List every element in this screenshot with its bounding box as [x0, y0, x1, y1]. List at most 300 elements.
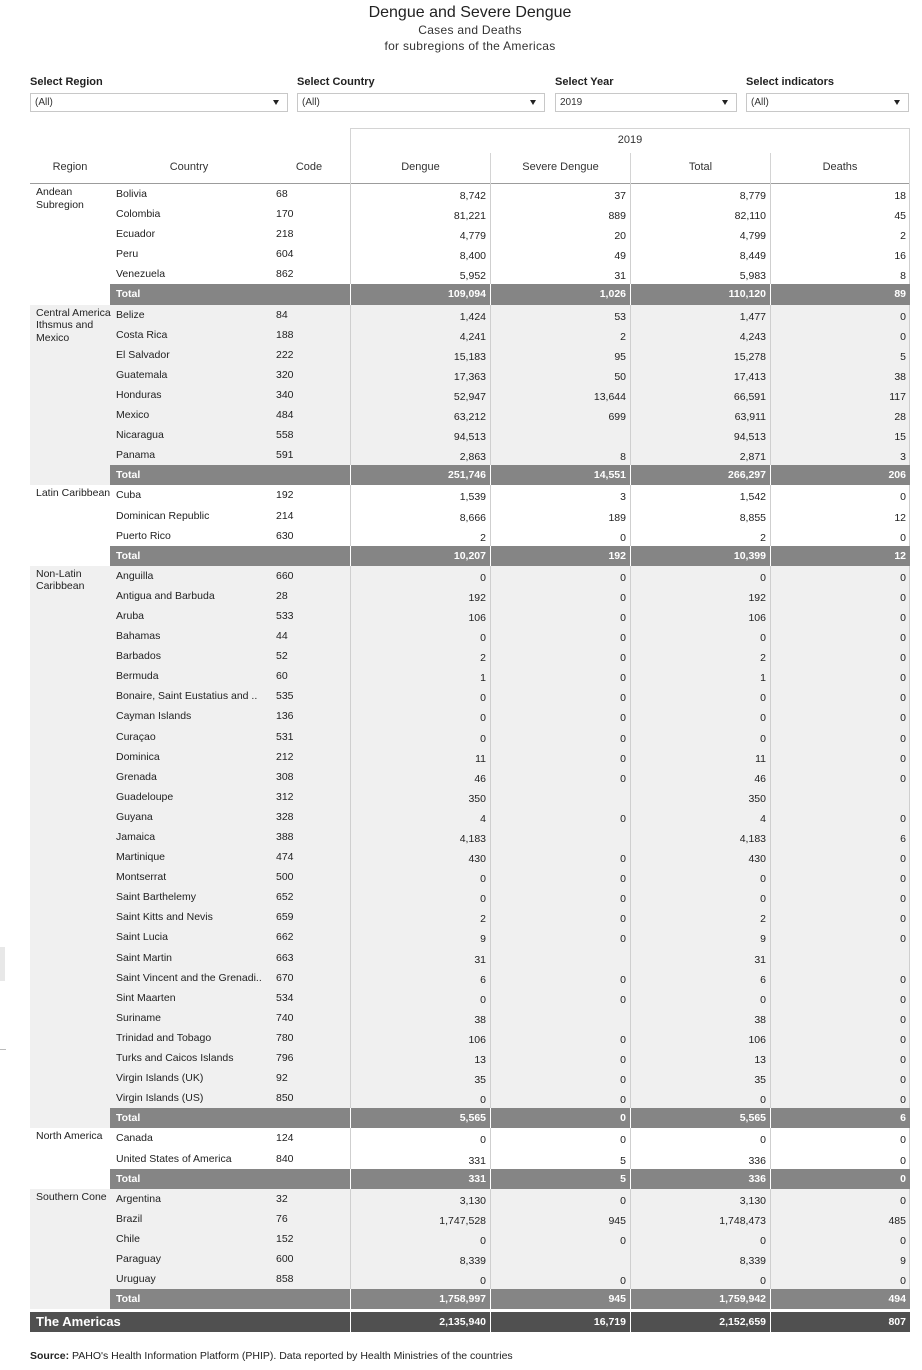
subtotal-severe: 5 — [620, 1172, 626, 1185]
dengue-cell: 5,952 — [459, 270, 486, 283]
table-row[interactable] — [30, 425, 910, 445]
code-cell: 44 — [276, 630, 288, 643]
severe-dengue-cell: 189 — [608, 511, 626, 524]
country-cell: Belize — [116, 308, 145, 321]
table-row[interactable] — [30, 927, 910, 947]
region-name[interactable]: Central America Ithsmus and Mexico — [36, 306, 111, 344]
country-cell: United States of America — [116, 1152, 232, 1165]
country-cell: Uruguay — [116, 1273, 156, 1286]
country-cell: Aruba — [116, 609, 145, 622]
severe-dengue-cell: 0 — [620, 1234, 626, 1247]
dengue-cell: 0 — [480, 632, 486, 645]
col-header-dengue[interactable]: Dengue — [350, 153, 490, 184]
code-cell: 124 — [276, 1132, 294, 1145]
code-cell: 218 — [276, 228, 294, 241]
total-cell: 2,871 — [739, 451, 766, 464]
subtotal-severe: 1,026 — [599, 288, 626, 301]
country-cell: Saint Lucia — [116, 931, 168, 944]
country-cell: Saint Vincent and the Grenadi.. — [116, 971, 262, 984]
total-cell: 15,278 — [733, 350, 766, 363]
total-cell: 1,542 — [739, 491, 766, 504]
deaths-cell: 117 — [889, 390, 906, 403]
total-cell: 9 — [760, 933, 766, 946]
table-row[interactable] — [30, 666, 910, 686]
code-cell: 533 — [276, 609, 294, 622]
code-cell: 136 — [276, 710, 294, 723]
deaths-cell: 0 — [900, 1033, 906, 1046]
severe-dengue-cell: 20 — [614, 230, 626, 243]
grand-total-total: 2,152,659 — [719, 1316, 766, 1328]
total-cell: 0 — [760, 632, 766, 645]
table-row[interactable] — [30, 686, 910, 706]
total-cell: 8,339 — [739, 1254, 766, 1267]
deaths-cell: 0 — [900, 1154, 906, 1167]
deaths-cell: 12 — [894, 511, 906, 524]
table-row[interactable] — [30, 385, 910, 405]
table-row[interactable] — [30, 867, 910, 887]
deaths-cell: 0 — [900, 1194, 906, 1207]
country-cell: Martinique — [116, 851, 166, 864]
subtotal-dengue: 10,207 — [453, 549, 486, 562]
code-cell: 170 — [276, 208, 294, 221]
deaths-cell: 0 — [900, 772, 906, 785]
severe-dengue-cell: 8 — [620, 451, 626, 464]
dengue-cell: 31 — [474, 953, 486, 966]
country-cell: Dominican Republic — [116, 509, 210, 522]
code-cell: 558 — [276, 429, 294, 442]
subtotal-total: 266,297 — [728, 469, 766, 482]
region-group — [30, 1189, 910, 1310]
code-cell: 740 — [276, 1011, 294, 1024]
chevron-down-icon — [530, 100, 536, 105]
grand-total-dengue: 2,135,940 — [439, 1316, 486, 1328]
table-row[interactable] — [30, 1189, 910, 1209]
code-cell: 152 — [276, 1232, 294, 1245]
subtotal-label: Total — [116, 1172, 141, 1185]
subtotal-severe: 945 — [608, 1293, 626, 1306]
dengue-cell: 1,539 — [459, 491, 486, 504]
country-cell: Costa Rica — [116, 328, 168, 341]
code-cell: 663 — [276, 951, 294, 964]
deaths-cell: 0 — [900, 752, 906, 765]
table-row[interactable] — [30, 988, 910, 1008]
code-cell: 308 — [276, 770, 294, 783]
table-row[interactable] — [30, 184, 910, 204]
dengue-cell: 0 — [480, 893, 486, 906]
table-row[interactable] — [30, 204, 910, 224]
deaths-cell: 0 — [900, 1074, 906, 1087]
region-name[interactable]: Latin Caribbean — [36, 487, 111, 500]
total-cell: 106 — [748, 1033, 766, 1046]
year-dropdown[interactable] — [555, 93, 737, 112]
country-cell: Colombia — [116, 208, 161, 221]
code-cell: 76 — [276, 1212, 288, 1225]
dengue-cell: 106 — [468, 1033, 486, 1046]
subtotal-label: Total — [116, 549, 141, 562]
subtotal-deaths: 206 — [888, 469, 906, 482]
subtotal-severe: 192 — [608, 549, 626, 562]
table-row[interactable] — [30, 365, 910, 385]
severe-dengue-cell: 0 — [620, 571, 626, 584]
dengue-cell: 94,513 — [453, 431, 486, 444]
severe-dengue-cell: 0 — [620, 652, 626, 665]
table-row[interactable] — [30, 887, 910, 907]
region-name[interactable]: Non-Latin Caribbean — [36, 567, 85, 593]
source-label: Source: — [30, 1350, 70, 1362]
deaths-cell: 5 — [900, 350, 906, 363]
column-headers — [30, 153, 910, 184]
deaths-cell: 0 — [900, 873, 906, 886]
country-cell: Virgin Islands (US) — [116, 1092, 204, 1105]
total-cell: 66,591 — [733, 390, 766, 403]
total-cell: 8,855 — [739, 511, 766, 524]
total-cell: 2 — [760, 652, 766, 665]
table-row[interactable] — [30, 646, 910, 666]
table-row[interactable] — [30, 787, 910, 807]
table-row[interactable] — [30, 345, 910, 365]
subtotal-row[interactable] — [110, 1108, 910, 1128]
year-filter-label: Select Year — [555, 76, 614, 88]
dengue-cell: 52,947 — [453, 390, 486, 403]
country-cell: Paraguay — [116, 1252, 161, 1265]
table-row[interactable] — [30, 1149, 910, 1169]
country-cell: Suriname — [116, 1011, 161, 1024]
subtotal-severe: 0 — [620, 1112, 626, 1125]
dengue-cell: 2,863 — [459, 451, 486, 464]
country-cell: Guyana — [116, 810, 153, 823]
deaths-cell: 2 — [900, 230, 906, 243]
indicators-filter-label: Select indicators — [746, 76, 835, 88]
dengue-cell: 63,212 — [453, 411, 486, 424]
severe-dengue-cell: 0 — [620, 873, 626, 886]
total-cell: 336 — [748, 1154, 766, 1167]
region-filter-label: Select Region — [30, 76, 103, 88]
country-cell: Cuba — [116, 489, 142, 502]
subtotal-deaths: 89 — [894, 288, 906, 301]
deaths-cell: 16 — [894, 250, 906, 263]
deaths-cell: 0 — [900, 1275, 906, 1288]
dengue-cell: 2 — [480, 531, 486, 544]
code-cell: 340 — [276, 388, 294, 401]
severe-dengue-cell: 13,644 — [593, 390, 626, 403]
subtotal-row[interactable] — [110, 284, 910, 304]
table-row[interactable] — [30, 606, 910, 626]
dengue-cell: 0 — [480, 1094, 486, 1107]
country-cell: Chile — [116, 1232, 140, 1245]
deaths-cell: 0 — [900, 933, 906, 946]
dengue-cell: 4,779 — [459, 230, 486, 243]
code-cell: 858 — [276, 1273, 294, 1286]
dengue-cell: 4 — [480, 812, 486, 825]
dengue-cell: 0 — [480, 873, 486, 886]
total-cell: 2 — [760, 913, 766, 926]
chevron-down-icon — [722, 100, 728, 105]
table-row[interactable] — [30, 626, 910, 646]
severe-dengue-cell: 0 — [620, 1275, 626, 1288]
year-header: 2019 — [350, 128, 910, 153]
dengue-cell: 3,130 — [459, 1194, 486, 1207]
col-header-total[interactable]: Total — [630, 153, 770, 184]
dengue-cell: 6 — [480, 973, 486, 986]
dengue-cell: 0 — [480, 712, 486, 725]
total-cell: 8,449 — [739, 250, 766, 263]
total-cell: 0 — [760, 893, 766, 906]
table-row[interactable] — [30, 907, 910, 927]
table-row[interactable] — [30, 767, 910, 787]
country-cell: Montserrat — [116, 871, 167, 884]
region-group — [30, 485, 910, 565]
table-row[interactable] — [30, 325, 910, 345]
table-row[interactable] — [30, 1229, 910, 1249]
side-scroll-marker[interactable] — [0, 947, 5, 981]
severe-dengue-cell: 0 — [620, 1094, 626, 1107]
code-cell: 780 — [276, 1031, 294, 1044]
table-row[interactable] — [30, 405, 910, 425]
country-cell: Canada — [116, 1132, 153, 1145]
col-header-severe-dengue[interactable]: Severe Dengue — [490, 153, 630, 184]
code-cell: 212 — [276, 750, 294, 763]
total-cell: 350 — [748, 792, 766, 805]
deaths-cell: 38 — [894, 370, 906, 383]
subtotal-dengue: 1,758,997 — [439, 1293, 486, 1306]
source-text: PAHO's Health Information Platform (PHIP). Data reported by Health Ministries of the countries — [72, 1350, 513, 1362]
code-cell: 796 — [276, 1052, 294, 1065]
region-name[interactable]: Southern Cone — [36, 1190, 107, 1203]
country-dropdown[interactable] — [297, 93, 545, 112]
col-header-deaths[interactable]: Deaths — [770, 153, 910, 184]
dengue-cell: 430 — [468, 853, 486, 866]
table-row[interactable] — [30, 747, 910, 767]
total-cell: 4,799 — [739, 230, 766, 243]
dengue-cell: 38 — [474, 1013, 486, 1026]
severe-dengue-cell: 0 — [620, 1134, 626, 1147]
severe-dengue-cell: 2 — [620, 330, 626, 343]
table-row[interactable] — [30, 224, 910, 244]
table-row[interactable] — [30, 1209, 910, 1229]
total-cell: 106 — [748, 611, 766, 624]
grand-total-row — [30, 1312, 910, 1332]
subtotal-dengue: 109,094 — [448, 288, 486, 301]
subtotal-total: 5,565 — [739, 1112, 766, 1125]
severe-dengue-cell: 0 — [620, 812, 626, 825]
severe-dengue-cell: 31 — [614, 270, 626, 283]
code-cell: 388 — [276, 831, 294, 843]
subtotal-severe: 14,551 — [593, 469, 626, 482]
col-header-region[interactable]: Region — [52, 161, 88, 173]
table-row[interactable] — [30, 1048, 910, 1068]
table-row[interactable] — [30, 706, 910, 726]
table-row[interactable] — [30, 1068, 910, 1088]
table-row[interactable] — [30, 445, 910, 465]
deaths-cell: 0 — [900, 571, 906, 584]
table-row[interactable] — [30, 1008, 910, 1028]
table-row[interactable] — [30, 506, 910, 526]
country-cell: Antigua and Barbuda — [116, 589, 215, 602]
code-cell: 68 — [276, 188, 288, 200]
severe-dengue-cell: 0 — [620, 1194, 626, 1207]
deaths-cell: 8 — [900, 270, 906, 283]
table-row[interactable] — [30, 566, 910, 586]
severe-dengue-cell: 37 — [614, 190, 626, 202]
deaths-cell: 28 — [894, 411, 906, 424]
table-row[interactable] — [30, 727, 910, 747]
country-cell: Anguilla — [116, 569, 154, 582]
dengue-cell: 0 — [480, 732, 486, 745]
severe-dengue-cell: 0 — [620, 973, 626, 986]
dengue-cell: 81,221 — [453, 210, 486, 223]
table-row[interactable] — [30, 1249, 910, 1269]
indicators-dropdown-value: (All) — [751, 97, 769, 108]
code-cell: 591 — [276, 449, 294, 462]
dengue-cell: 4,241 — [459, 330, 486, 343]
table-row[interactable] — [30, 526, 910, 546]
subtotal-row[interactable] — [110, 1169, 910, 1189]
total-cell: 0 — [760, 712, 766, 725]
code-cell: 84 — [276, 308, 288, 321]
dengue-cell: 8,742 — [459, 190, 486, 202]
grand-total-severe: 16,719 — [593, 1316, 626, 1328]
table-row[interactable] — [30, 305, 910, 325]
grand-total-deaths: 807 — [888, 1316, 906, 1328]
deaths-cell: 0 — [900, 672, 906, 685]
total-cell: 8,779 — [739, 190, 766, 202]
total-cell: 0 — [760, 873, 766, 886]
year-filter — [555, 75, 737, 112]
total-cell: 17,413 — [733, 370, 766, 383]
table-row[interactable] — [30, 847, 910, 867]
code-cell: 312 — [276, 790, 294, 803]
deaths-cell: 0 — [900, 692, 906, 705]
table-row[interactable] — [30, 1128, 910, 1148]
chevron-down-icon — [273, 100, 279, 105]
country-cell: Barbados — [116, 650, 161, 663]
country-cell: Dominica — [116, 750, 160, 763]
table-row[interactable] — [30, 244, 910, 264]
country-cell: Curaçao — [116, 730, 156, 743]
code-cell: 28 — [276, 589, 288, 602]
code-cell: 474 — [276, 851, 294, 864]
country-cell: Honduras — [116, 388, 162, 401]
subtotal-row[interactable] — [110, 546, 910, 566]
table-row[interactable] — [30, 827, 910, 847]
table-row[interactable] — [30, 1269, 910, 1289]
country-filter — [297, 75, 545, 112]
region-dropdown-value: (All) — [35, 97, 53, 108]
region-name[interactable]: Andean Subregion — [36, 186, 84, 211]
country-cell: Bermuda — [116, 670, 159, 683]
total-cell: 0 — [760, 692, 766, 705]
severe-dengue-cell: 0 — [620, 591, 626, 604]
table-row[interactable] — [30, 807, 910, 827]
deaths-cell: 0 — [900, 611, 906, 624]
table-row[interactable] — [30, 1088, 910, 1108]
severe-dengue-cell: 889 — [608, 210, 626, 223]
indicators-dropdown[interactable] — [746, 93, 909, 112]
total-cell: 0 — [760, 1094, 766, 1107]
deaths-cell: 3 — [900, 451, 906, 464]
table-row[interactable] — [30, 968, 910, 988]
table-row[interactable] — [30, 485, 910, 505]
source-note — [30, 1350, 513, 1362]
subtotal-label: Total — [116, 1293, 141, 1306]
subtotal-row[interactable] — [110, 465, 910, 485]
total-cell: 1 — [760, 672, 766, 685]
region-dropdown[interactable] — [30, 93, 288, 112]
country-cell: Argentina — [116, 1192, 161, 1205]
region-name[interactable]: North America — [36, 1130, 103, 1143]
deaths-cell: 0 — [900, 591, 906, 604]
dengue-cell: 8,666 — [459, 511, 486, 524]
deaths-cell: 0 — [900, 310, 906, 323]
dengue-cell: 15,183 — [453, 350, 486, 363]
subtotal-dengue: 5,565 — [459, 1112, 486, 1125]
code-cell: 214 — [276, 509, 294, 522]
severe-dengue-cell: 0 — [620, 893, 626, 906]
table-row[interactable] — [30, 586, 910, 606]
country-cell: Panama — [116, 449, 156, 462]
code-cell: 32 — [276, 1192, 288, 1205]
severe-dengue-cell: 0 — [620, 692, 626, 705]
table-body — [30, 184, 910, 1309]
subtotal-dengue: 331 — [468, 1172, 486, 1185]
total-cell: 3,130 — [739, 1194, 766, 1207]
deaths-cell: 0 — [900, 1134, 906, 1147]
total-cell: 0 — [760, 1275, 766, 1288]
table-row[interactable] — [30, 1028, 910, 1048]
dengue-cell: 0 — [480, 571, 486, 584]
severe-dengue-cell: 0 — [620, 933, 626, 946]
indicators-filter — [746, 75, 909, 112]
code-cell: 660 — [276, 569, 294, 582]
country-cell: Saint Martin — [116, 951, 173, 964]
dengue-cell: 0 — [480, 1134, 486, 1147]
country-cell: Brazil — [116, 1212, 143, 1225]
code-cell: 534 — [276, 991, 294, 1004]
country-cell: Venezuela — [116, 268, 166, 281]
total-cell: 1,748,473 — [719, 1214, 766, 1227]
deaths-cell: 0 — [900, 1094, 906, 1107]
code-cell: 630 — [276, 529, 294, 542]
total-cell: 430 — [748, 853, 766, 866]
region-group — [30, 184, 910, 305]
table-row[interactable] — [30, 264, 910, 284]
total-cell: 63,911 — [734, 411, 766, 424]
dashboard-title: Dengue and Severe Dengue — [368, 4, 572, 21]
dengue-cell: 0 — [480, 993, 486, 1006]
deaths-cell: 0 — [900, 652, 906, 665]
deaths-cell: 0 — [900, 973, 906, 986]
subtotal-deaths: 12 — [894, 549, 906, 562]
dengue-cell: 2 — [480, 652, 486, 665]
table-row[interactable] — [30, 948, 910, 968]
total-cell: 11 — [755, 752, 766, 765]
country-cell: Saint Kitts and Nevis — [116, 911, 213, 924]
severe-dengue-cell: 0 — [620, 772, 626, 785]
severe-dengue-cell: 0 — [620, 531, 626, 544]
country-cell: Guatemala — [116, 368, 168, 381]
col-header-code[interactable]: Code — [295, 161, 323, 173]
country-dropdown-value: (All) — [302, 97, 320, 108]
dashboard-subtitle-1: Cases and Deaths — [418, 23, 522, 37]
country-cell: Saint Barthelemy — [116, 891, 196, 904]
country-cell: Turks and Caicos Islands — [116, 1052, 234, 1065]
code-cell: 652 — [276, 891, 294, 904]
deaths-cell: 0 — [900, 913, 906, 926]
col-header-country[interactable]: Country — [169, 161, 209, 173]
subtotal-row[interactable] — [110, 1289, 910, 1309]
dengue-cell: 13 — [474, 1054, 486, 1067]
code-cell: 840 — [276, 1152, 294, 1165]
